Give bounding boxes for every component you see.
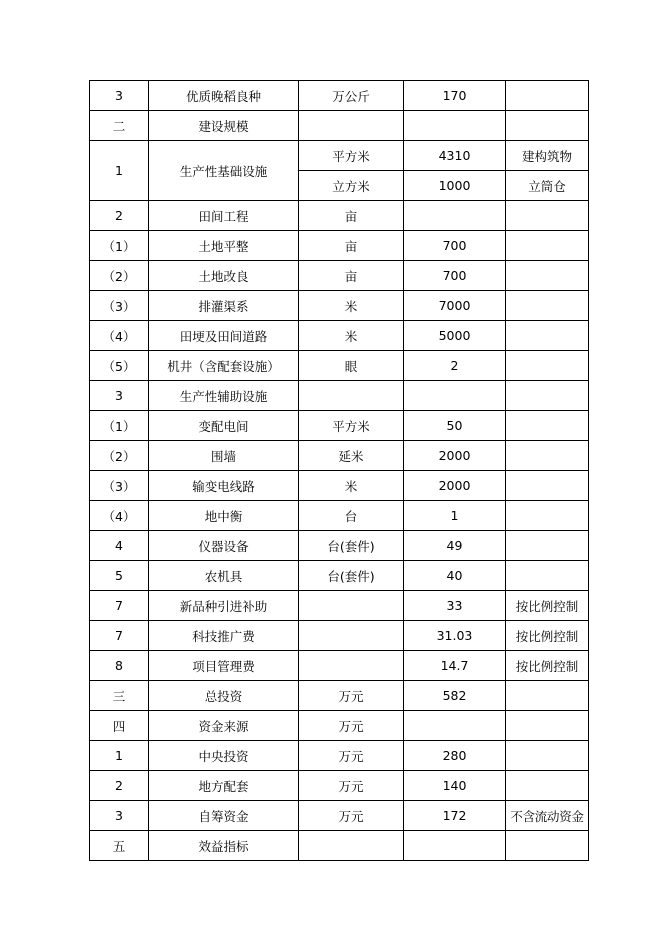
cell-note: 立筒仓 bbox=[506, 171, 589, 201]
cell-qty bbox=[404, 111, 506, 141]
cell-note bbox=[506, 411, 589, 441]
table-row bbox=[90, 501, 589, 531]
table-row bbox=[90, 111, 589, 141]
cell-qty: 7000 bbox=[404, 291, 506, 321]
cell-note bbox=[506, 741, 589, 771]
cell-unit: 亩 bbox=[299, 231, 404, 261]
cell-no: 7 bbox=[90, 591, 149, 621]
table-row bbox=[90, 531, 589, 561]
cell-no: 二 bbox=[90, 111, 149, 141]
cell-qty: 14.7 bbox=[404, 651, 506, 681]
cell-unit: 台(套件) bbox=[299, 561, 404, 591]
table-row bbox=[90, 651, 589, 681]
cell-note bbox=[506, 531, 589, 561]
table-row bbox=[90, 201, 589, 231]
cell-unit bbox=[299, 651, 404, 681]
cell-no: （5） bbox=[90, 351, 149, 381]
table-row bbox=[90, 141, 589, 171]
cell-note bbox=[506, 321, 589, 351]
cell-qty: 280 bbox=[404, 741, 506, 771]
cell-qty: 40 bbox=[404, 561, 506, 591]
cell-no: （3） bbox=[90, 291, 149, 321]
cell-note: 按比例控制 bbox=[506, 621, 589, 651]
cell-no: （1） bbox=[90, 411, 149, 441]
cell-unit: 万元 bbox=[299, 711, 404, 741]
cell-qty: 2000 bbox=[404, 471, 506, 501]
cell-qty: 31.03 bbox=[404, 621, 506, 651]
cell-unit bbox=[299, 621, 404, 651]
cell-qty bbox=[404, 831, 506, 861]
cell-note bbox=[506, 291, 589, 321]
cell-no: （2） bbox=[90, 261, 149, 291]
cell-no: 8 bbox=[90, 651, 149, 681]
cell-item: 排灌渠系 bbox=[149, 291, 299, 321]
cell-item: 资金来源 bbox=[149, 711, 299, 741]
cell-qty: 4310 bbox=[404, 141, 506, 171]
cell-unit bbox=[299, 831, 404, 861]
cell-no: （2） bbox=[90, 441, 149, 471]
cell-no: 1 bbox=[90, 141, 149, 201]
cell-item: 土地改良 bbox=[149, 261, 299, 291]
cell-no: 5 bbox=[90, 561, 149, 591]
cell-item: 田间工程 bbox=[149, 201, 299, 231]
cell-item: 效益指标 bbox=[149, 831, 299, 861]
cell-item: 科技推广费 bbox=[149, 621, 299, 651]
cell-qty: 2 bbox=[404, 351, 506, 381]
cell-unit: 平方米 bbox=[299, 141, 404, 171]
cell-no: （4） bbox=[90, 321, 149, 351]
cell-no: （4） bbox=[90, 501, 149, 531]
cell-unit: 万元 bbox=[299, 771, 404, 801]
cell-no: 五 bbox=[90, 831, 149, 861]
table-row bbox=[90, 261, 589, 291]
cell-qty bbox=[404, 201, 506, 231]
cell-item: 变配电间 bbox=[149, 411, 299, 441]
cell-item: 自筹资金 bbox=[149, 801, 299, 831]
cell-unit: 台 bbox=[299, 501, 404, 531]
table-row bbox=[90, 291, 589, 321]
cell-note bbox=[506, 501, 589, 531]
cell-note bbox=[506, 351, 589, 381]
cell-item: 地方配套 bbox=[149, 771, 299, 801]
cell-note: 不含流动资金 bbox=[506, 801, 589, 831]
cell-item: 生产性基础设施 bbox=[149, 141, 299, 201]
table-row bbox=[90, 471, 589, 501]
table-row bbox=[90, 411, 589, 441]
cell-qty bbox=[404, 711, 506, 741]
cell-qty: 170 bbox=[404, 81, 506, 111]
cell-no: 7 bbox=[90, 621, 149, 651]
cell-note: 建构筑物 bbox=[506, 141, 589, 171]
cell-no: 2 bbox=[90, 201, 149, 231]
table-row bbox=[90, 831, 589, 861]
cell-note bbox=[506, 561, 589, 591]
cell-no: 3 bbox=[90, 81, 149, 111]
cell-qty: 700 bbox=[404, 261, 506, 291]
cell-qty: 140 bbox=[404, 771, 506, 801]
cell-qty bbox=[404, 381, 506, 411]
table-row bbox=[90, 351, 589, 381]
cell-unit bbox=[299, 381, 404, 411]
cell-item: 总投资 bbox=[149, 681, 299, 711]
cell-note: 按比例控制 bbox=[506, 591, 589, 621]
cell-item: 田埂及田间道路 bbox=[149, 321, 299, 351]
cell-item: 农机具 bbox=[149, 561, 299, 591]
cell-no: （3） bbox=[90, 471, 149, 501]
cell-no: 四 bbox=[90, 711, 149, 741]
table-row bbox=[90, 231, 589, 261]
cell-no: 1 bbox=[90, 741, 149, 771]
cell-no: 2 bbox=[90, 771, 149, 801]
table-row bbox=[90, 621, 589, 651]
cell-qty: 172 bbox=[404, 801, 506, 831]
table-row bbox=[90, 591, 589, 621]
cell-no: 3 bbox=[90, 801, 149, 831]
cell-qty: 5000 bbox=[404, 321, 506, 351]
cell-note bbox=[506, 831, 589, 861]
cell-unit: 台(套件) bbox=[299, 531, 404, 561]
cell-unit: 米 bbox=[299, 321, 404, 351]
cell-no: 3 bbox=[90, 381, 149, 411]
table-row bbox=[90, 681, 589, 711]
investment-table bbox=[89, 80, 589, 861]
cell-qty: 1000 bbox=[404, 171, 506, 201]
cell-unit: 延米 bbox=[299, 441, 404, 471]
cell-qty: 50 bbox=[404, 411, 506, 441]
table-row bbox=[90, 711, 589, 741]
cell-qty: 582 bbox=[404, 681, 506, 711]
table-row bbox=[90, 561, 589, 591]
cell-unit: 亩 bbox=[299, 201, 404, 231]
cell-unit: 万公斤 bbox=[299, 81, 404, 111]
cell-item: 新品种引进补助 bbox=[149, 591, 299, 621]
cell-item: 土地平整 bbox=[149, 231, 299, 261]
cell-no: 4 bbox=[90, 531, 149, 561]
cell-item: 围墙 bbox=[149, 441, 299, 471]
cell-note bbox=[506, 711, 589, 741]
cell-qty: 33 bbox=[404, 591, 506, 621]
cell-unit: 米 bbox=[299, 291, 404, 321]
cell-qty: 49 bbox=[404, 531, 506, 561]
cell-note bbox=[506, 111, 589, 141]
table-row bbox=[90, 381, 589, 411]
cell-unit: 万元 bbox=[299, 681, 404, 711]
cell-unit: 立方米 bbox=[299, 171, 404, 201]
cell-note bbox=[506, 471, 589, 501]
cell-note bbox=[506, 381, 589, 411]
cell-note bbox=[506, 681, 589, 711]
table-row bbox=[90, 81, 589, 111]
cell-unit: 万元 bbox=[299, 801, 404, 831]
cell-item: 机井（含配套设施） bbox=[149, 351, 299, 381]
cell-item: 建设规模 bbox=[149, 111, 299, 141]
cell-item: 生产性辅助设施 bbox=[149, 381, 299, 411]
cell-item: 优质晚稻良种 bbox=[149, 81, 299, 111]
cell-unit: 亩 bbox=[299, 261, 404, 291]
table-row bbox=[90, 771, 589, 801]
cell-item: 项目管理费 bbox=[149, 651, 299, 681]
cell-item: 仪器设备 bbox=[149, 531, 299, 561]
cell-note bbox=[506, 201, 589, 231]
table-row bbox=[90, 321, 589, 351]
cell-unit: 眼 bbox=[299, 351, 404, 381]
cell-note bbox=[506, 441, 589, 471]
cell-note bbox=[506, 261, 589, 291]
cell-note bbox=[506, 771, 589, 801]
cell-no: 三 bbox=[90, 681, 149, 711]
cell-unit: 万元 bbox=[299, 741, 404, 771]
cell-item: 地中衡 bbox=[149, 501, 299, 531]
cell-no: （1） bbox=[90, 231, 149, 261]
table-row bbox=[90, 801, 589, 831]
cell-note: 按比例控制 bbox=[506, 651, 589, 681]
cell-unit bbox=[299, 591, 404, 621]
cell-note bbox=[506, 81, 589, 111]
table-row bbox=[90, 741, 589, 771]
table-row bbox=[90, 441, 589, 471]
cell-qty: 2000 bbox=[404, 441, 506, 471]
cell-qty: 700 bbox=[404, 231, 506, 261]
cell-qty: 1 bbox=[404, 501, 506, 531]
cell-unit: 米 bbox=[299, 471, 404, 501]
cell-item: 中央投资 bbox=[149, 741, 299, 771]
cell-note bbox=[506, 231, 589, 261]
cell-unit: 平方米 bbox=[299, 411, 404, 441]
cell-item: 输变电线路 bbox=[149, 471, 299, 501]
cell-unit bbox=[299, 111, 404, 141]
